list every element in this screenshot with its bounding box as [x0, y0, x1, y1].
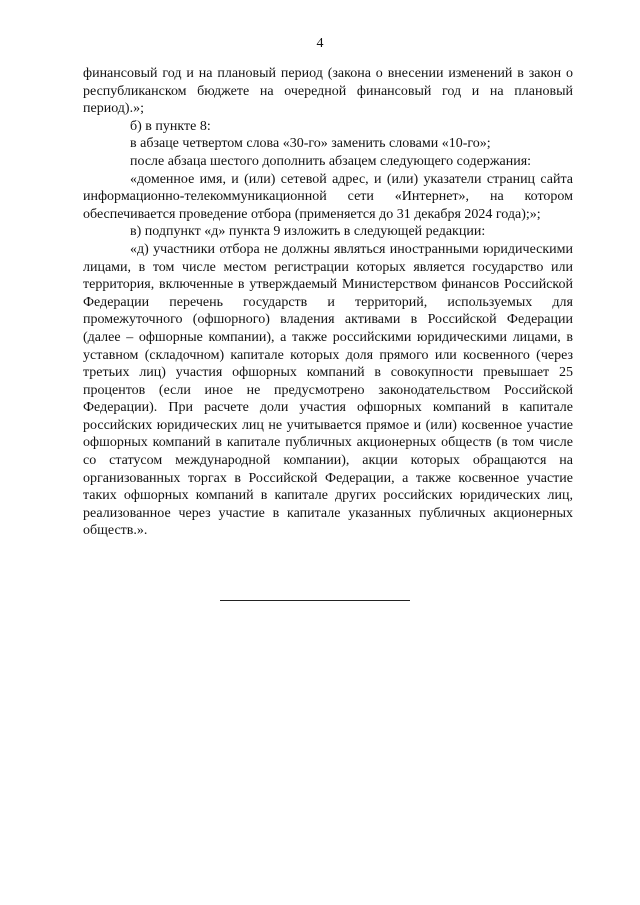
paragraph-add-after-sixth-abzac: после абзаца шестого дополнить абзацем следующего содержания:	[130, 153, 532, 169]
end-divider-line	[220, 600, 410, 601]
document-body	[83, 65, 573, 540]
paragraph-offshore-participants: «д) участники отбора не должны являться иностранными юридическими лицами, в том числе местом регистрации которых является государство или территория, включенные в утверждаемый Министерством финансов Российской Федерации перечень государств и территорий, используемых для промежуточного (офшорного) владения активами в Российской Федерации (далее – офшорные компании), а также российскими юридическими лицами, в уставном (складочном) капитале которых доля прямого или косвенного (через третьих лиц) участия офшорных компаний в совокупности превышает 25 процентов (если иное не предусмотрено законодательством Российской Федерации). При расчете доли участия офшорных компаний в капитале российских юридических лиц не учитывается прямое и (или) косвенное участие офшорных компаний в капитале публичных акционерных обществ (в том числе со статусом международной компании), акции которых обращаются на организованных торгах в Российской Федерации, а также косвенное участие таких офшорных компаний в капитале других российских юридических лиц, реализованное через участие в капитале указанных публичных акционерных обществ.».	[83, 241, 573, 539]
paragraph-item-v-subpoint-d: в) подпункт «д» пункта 9 изложить в следующей редакции:	[130, 224, 486, 240]
paragraph-budget-law-continuation: финансовый год и на плановый период (закона о внесении изменений в закон о республиканском бюджете на очередной финансовый год и на плановый период).»;	[83, 66, 573, 117]
page-number: 4	[316, 36, 324, 51]
paragraph-item-b-point-8: б) в пункте 8:	[130, 118, 211, 134]
paragraph-replace-30th-with-10th: в абзаце четвертом слова «30-го» заменить словами «10-го»;	[130, 136, 491, 152]
paragraph-domain-name-insert: «доменное имя, и (или) сетевой адрес, и (или) указатели страниц сайта информационно-телекоммуникационной сети «Интернет», на котором обеспечивается проведение отбора (применяется до 31 декабря 2024 года);»;	[83, 171, 573, 222]
